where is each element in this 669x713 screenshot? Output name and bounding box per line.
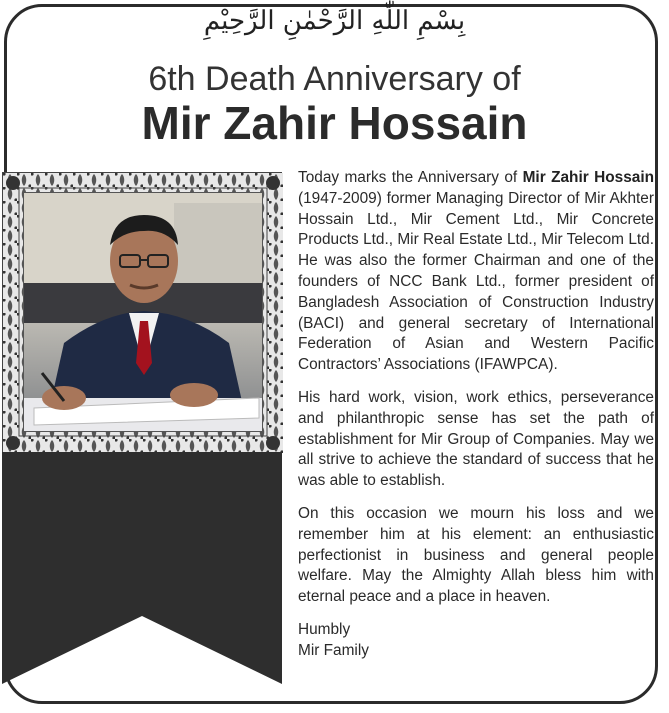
anniversary-subtitle: 6th Death Anniversary of	[148, 60, 521, 98]
bismillah-calligraphy: بِسْمِ اللّٰهِ الرَّحْمٰنِ الرَّحِيْمِ	[203, 6, 466, 36]
tribute-text	[298, 168, 654, 662]
signature: Mir Family	[298, 641, 369, 659]
paragraph-1-lead: Today marks the Anniversary of	[298, 169, 523, 186]
tribute-paragraph-3: On this occasion we mourn his loss and we remember him at his element: an enthusiastic perfectionist in business and general people welfare. May the Almighty Allah bless him with eternal peace and a place in heaven.	[298, 504, 654, 606]
portrait-photo	[23, 192, 263, 432]
photo-frame	[2, 172, 282, 452]
mourning-ribbon	[2, 452, 282, 684]
closing-line: Humbly	[298, 620, 351, 638]
person-name-title: Mir Zahir Hossain	[141, 97, 528, 149]
tribute-paragraph-2: His hard work, vision, work ethics, perseverance and philanthropic sense has set the path of establishment for Mir Group of Companies. May we all strive to achieve the standard of success that he was able to establish.	[298, 388, 654, 490]
tribute-paragraph-1	[298, 168, 654, 376]
portrait-illustration	[24, 193, 263, 432]
paragraph-1-name: Mir Zahir Hossain	[522, 169, 654, 186]
paragraph-1-rest: (1947-2009) former Managing Director of Mir Akhter Hossain Ltd., Mir Cement Ltd., Mir Concrete Products Ltd., Mir Real Estate Ltd., Mir Telecom Ltd. He was also the former Chairman and one of the founders of NCC Bank Ltd., former president of Bangladesh Association of Construction Industry (BACI) and general secretary of International Federation of Asian and Western Pacific Contractors’ Associations (IFAWPCA).	[298, 189, 654, 374]
